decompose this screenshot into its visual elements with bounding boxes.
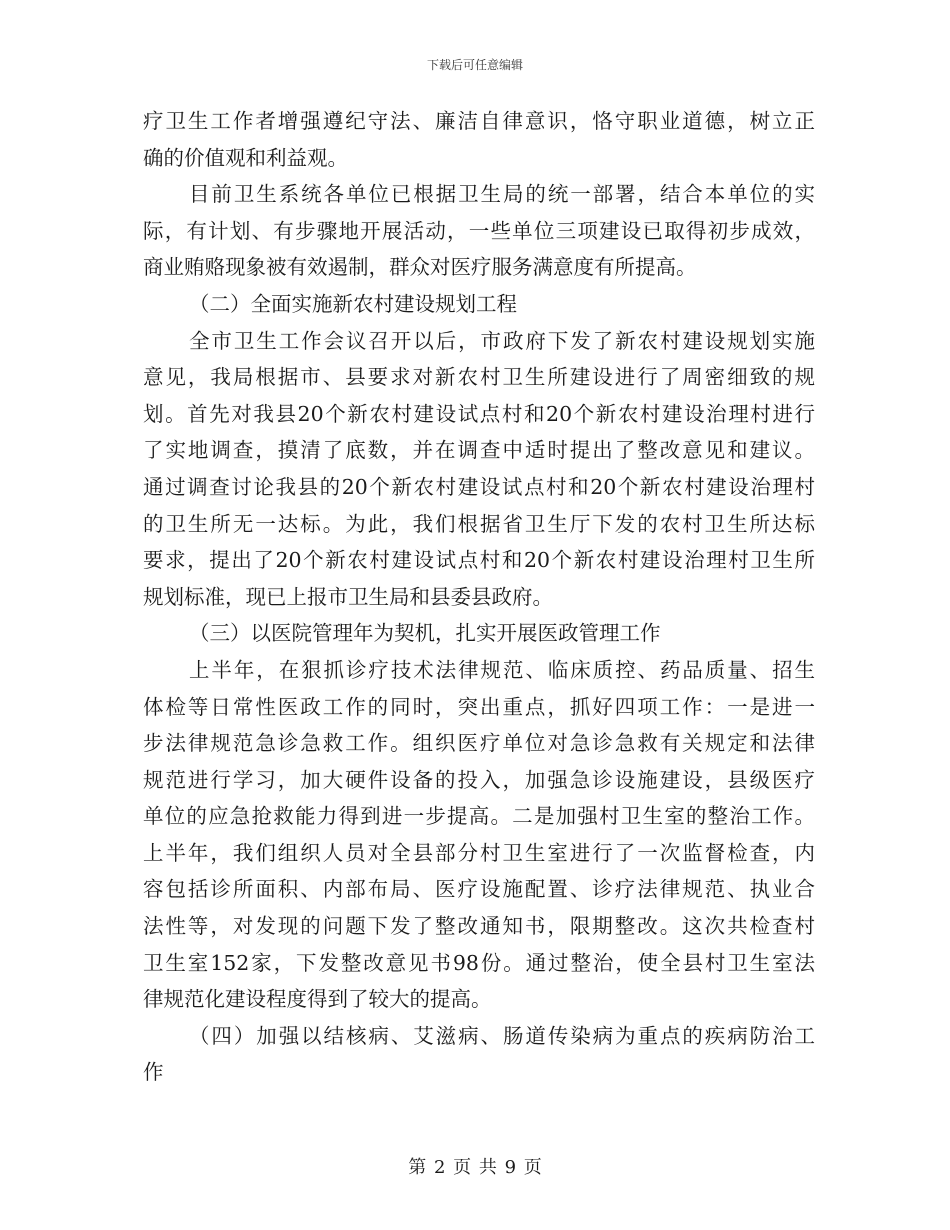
paragraph-line: 全市卫生工作会议召开以后，市政府下发了新农村建设规划实施: [189, 328, 815, 353]
paragraph-line: 通过调查讨论我县的20个新农村建设试点村和20个新农村建设治理村: [143, 474, 815, 499]
paragraph-line: 体检等日常性医政工作的同时，突出重点，抓好四项工作：一是进一: [143, 694, 815, 719]
paragraph-line: 意见，我局根据市、县要求对新农村卫生所建设进行了周密细致的规: [143, 365, 815, 390]
document-body: [143, 103, 815, 1091]
paragraph-line: 法性等，对发现的问题下发了整改通知书，限期整改。这次共检查村: [143, 914, 815, 939]
paragraph-line: 卫生室152家，下发整改意见书98份。通过整治，使全县村卫生室法: [143, 950, 815, 975]
paragraph-line: 际，有计划、有步骤地开展活动，一些单位三项建设已取得初步成效，: [143, 218, 815, 243]
paragraph-line: 作: [143, 1060, 164, 1085]
section-heading-line: （三）以医院管理年为契机，扎实开展医政管理工作: [189, 621, 661, 646]
paragraph-line: 步法律规范急诊急救工作。组织医疗单位对急诊急救有关规定和法律: [143, 731, 815, 756]
paragraph-line: 要求，提出了20个新农村建设试点村和20个新农村建设治理村卫生所: [143, 548, 815, 573]
paragraph-line: 划。首先对我县20个新农村建设试点村和20个新农村建设治理村进行: [143, 401, 815, 426]
paragraph-line: 规范进行学习，加大硬件设备的投入，加强急诊设施建设，县级医疗: [143, 767, 815, 792]
paragraph-line: 了实地调查，摸清了底数，并在调查中适时提出了整改意见和建议。: [143, 438, 815, 463]
paragraph-line: 上半年，我们组织人员对全县部分村卫生室进行了一次监督检查，内: [143, 840, 815, 865]
paragraph-line: 上半年，在狠抓诊疗技术法律规范、临床质控、药品质量、招生: [189, 657, 815, 682]
paragraph-line: 单位的应急抢救能力得到进一步提高。二是加强村卫生室的整治工作。: [143, 804, 815, 829]
page-header-note: 下载后可任意编辑: [426, 58, 523, 72]
section-heading-line: （二）全面实施新农村建设规划工程: [189, 291, 517, 316]
paragraph-line: 规划标准，现已上报市卫生局和县委县政府。: [143, 584, 553, 609]
paragraph-line: 疗卫生工作者增强遵纪守法、廉洁自律意识，恪守职业道德，树立正: [143, 109, 815, 133]
paragraph-line: 确的价值观和利益观。: [143, 145, 348, 170]
paragraph-line: 的卫生所无一达标。为此，我们根据省卫生厅下发的农村卫生所达标: [143, 511, 815, 536]
paragraph-line: 律规范化建设程度得到了较大的提高。: [143, 987, 492, 1012]
section-heading-line: （四）加强以结核病、艾滋病、肠道传染病为重点的疾病防治工: [189, 1023, 815, 1048]
page-number-footer: 第 2 页 共 9 页: [408, 1157, 542, 1178]
paragraph-line: 商业贿赂现象被有效遏制，群众对医疗服务满意度有所提高。: [143, 255, 697, 280]
paragraph-line: 容包括诊所面积、内部布局、医疗设施配置、诊疗法律规范、执业合: [143, 877, 815, 902]
paragraph-line: 目前卫生系统各单位已根据卫生局的统一部署，结合本单位的实: [189, 182, 815, 207]
